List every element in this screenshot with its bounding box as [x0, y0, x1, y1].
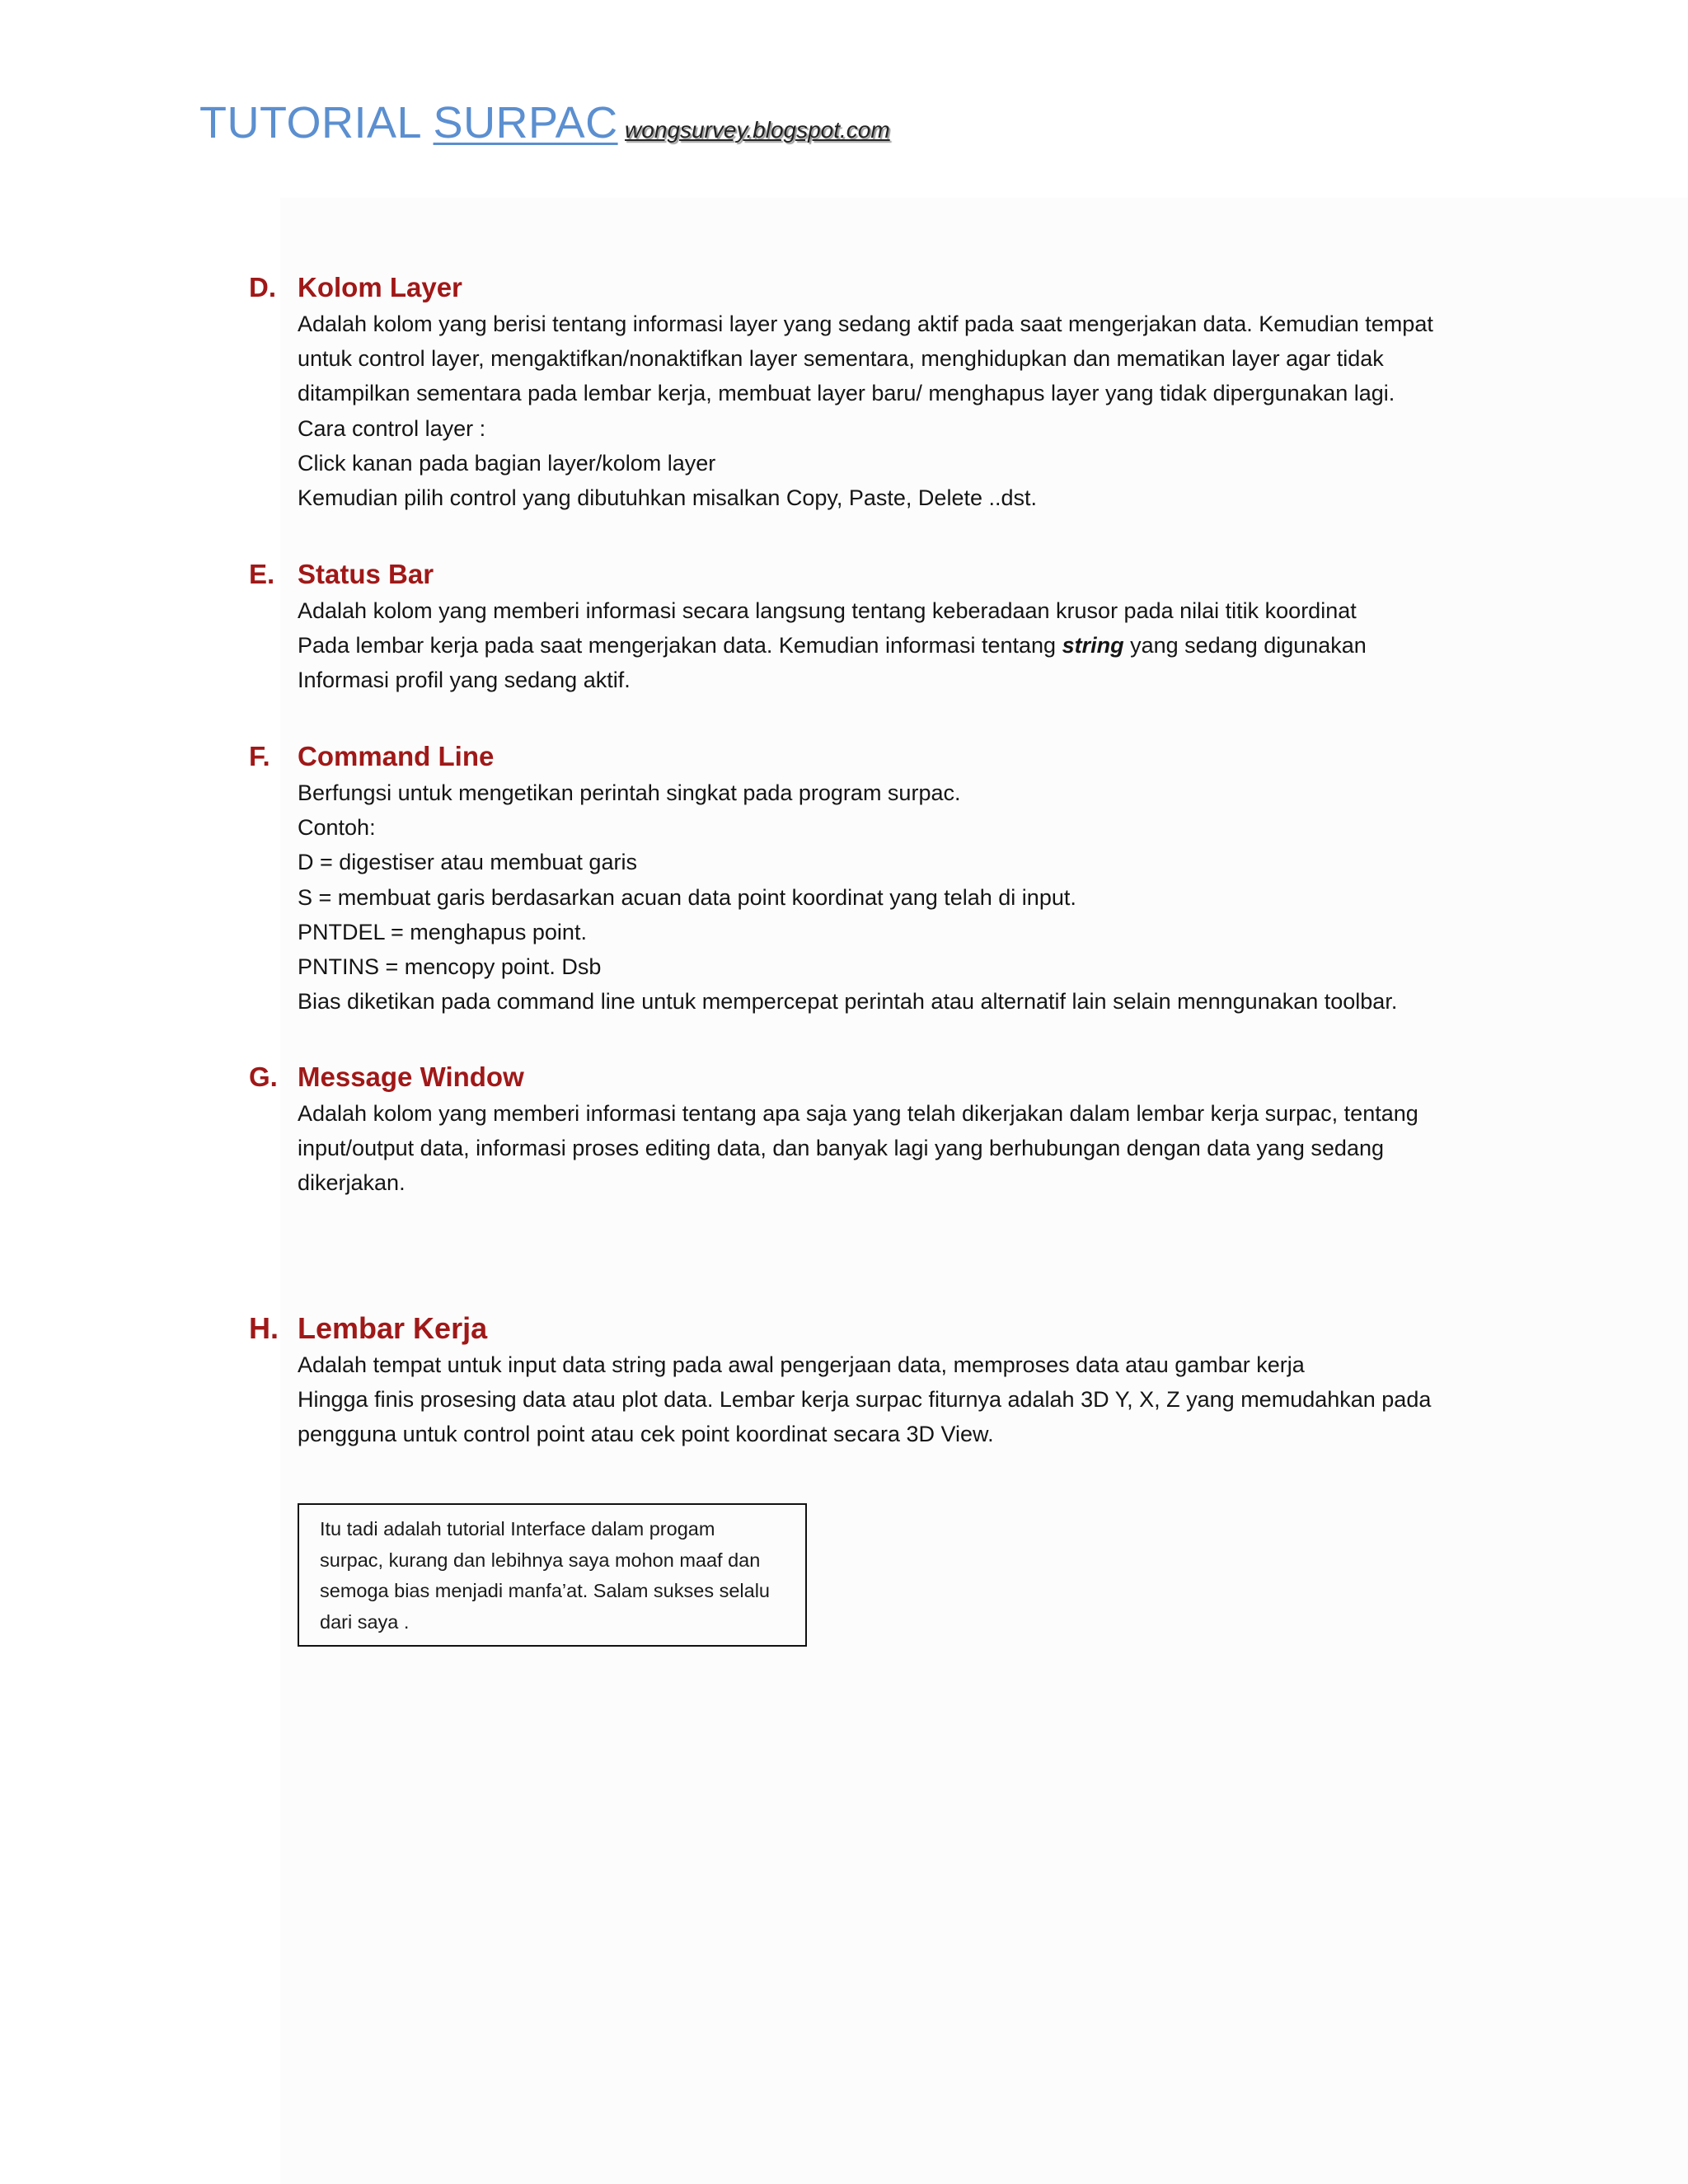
body-line: Informasi profil yang sedang aktif.: [298, 668, 631, 693]
note-line: Itu tadi adalah tutorial Interface dalam progam: [320, 1518, 715, 1540]
body-text: yang sedang digunakan: [1123, 633, 1367, 658]
document-header: [199, 98, 890, 148]
section-heading: [249, 1058, 1485, 1096]
header-title-tutorial: TUTORIAL: [199, 98, 434, 148]
body-line: PNTDEL = menghapus point.: [298, 919, 587, 944]
body-line: input/output data, informasi proses editing data, dan banyak lagi yang berhubungan dengan data yang sedang: [298, 1136, 1384, 1161]
section-body: [298, 1347, 1485, 1452]
emphasis-string: string: [1062, 633, 1124, 658]
section-heading: [249, 1310, 1485, 1347]
section-letter: G.: [249, 1062, 278, 1092]
body-line: untuk control layer, mengaktifkan/nonaktifkan layer sementara, menghidupkan dan mematikan layer agar tidak: [298, 346, 1384, 372]
section-letter: D.: [249, 272, 276, 302]
section-body: [298, 1096, 1485, 1201]
body-line: S = membuat garis berdasarkan acuan data point koordinat yang telah di input.: [298, 884, 1076, 910]
body-line: Hingga finis prosesing data atau plot data. Lembar kerja surpac fiturnya adalah 3D Y, X, Z yang memudahkan pada: [298, 1387, 1432, 1413]
body-line: pengguna untuk control point atau cek point koordinat secara 3D View.: [298, 1422, 994, 1447]
note-line: semoga bias menjadi manfa’at. Salam sukses selalu: [320, 1580, 770, 1601]
body-line: Berfungsi untuk mengetikan perintah singkat pada program surpac.: [298, 780, 961, 805]
body-line: Contoh:: [298, 815, 376, 841]
section-title: Kolom Layer: [298, 272, 462, 302]
section-body: [298, 307, 1485, 515]
body-line: Kemudian pilih control yang dibutuhkan misalkan Copy, Paste, Delete ..dst.: [298, 485, 1037, 511]
header-blog-url: wongsurvey.blogspot.com: [625, 117, 890, 143]
section-title: Command Line: [298, 741, 495, 771]
section-letter: H.: [249, 1311, 279, 1345]
section-message-window: [249, 1058, 1485, 1201]
closing-note-box: [298, 1503, 807, 1647]
section-body: [298, 593, 1485, 698]
body-line: Bias diketikan pada command line untuk mempercepat perintah atau alternatif lain selain menngunakan toolbar.: [298, 989, 1398, 1015]
body-line: Click kanan pada bagian layer/kolom layer: [298, 450, 716, 476]
section-heading: [249, 555, 1485, 593]
note-line: dari saya .: [320, 1610, 410, 1633]
body-line: [298, 628, 1485, 663]
body-line: Cara control layer :: [298, 415, 486, 441]
section-lembar-kerja: [249, 1310, 1485, 1452]
body-line: dikerjakan.: [298, 1170, 406, 1196]
body-line: ditampilkan sementara pada lembar kerja, membuat layer baru/ menghapus layer yang tidak dipergunakan lagi.: [298, 381, 1395, 406]
header-title-surpac: SURPAC: [433, 98, 618, 148]
section-letter: E.: [249, 559, 275, 589]
body-line: Adalah kolom yang memberi informasi tentang apa saja yang telah dikerjakan dalam lembar kerja surpac, tentang: [298, 1101, 1418, 1126]
section-status-bar: [249, 555, 1485, 698]
body-line: Adalah kolom yang memberi informasi secara langsung tentang keberadaan krusor pada nilai titik koordinat: [298, 598, 1357, 623]
note-line: surpac, kurang dan lebihnya saya mohon maaf dan: [320, 1549, 761, 1571]
body-line: Adalah kolom yang berisi tentang informasi layer yang sedang aktif pada saat mengerjakan data. Kemudian tempat: [298, 312, 1433, 336]
body-line: Adalah tempat untuk input data string pada awal pengerjaan data, memproses data atau gambar kerja: [298, 1352, 1305, 1377]
section-title: Lembar Kerja: [298, 1311, 488, 1345]
section-heading: [249, 269, 1485, 307]
section-title: Message Window: [298, 1062, 524, 1092]
body-line: PNTINS = mencopy point. Dsb: [298, 954, 602, 980]
section-command-line: [249, 738, 1485, 1019]
section-heading: [249, 738, 1485, 776]
section-title: Status Bar: [298, 559, 434, 589]
section-letter: F.: [249, 741, 270, 771]
section-kolom-layer: [249, 269, 1485, 515]
body-text: Pada lembar kerja pada saat mengerjakan data. Kemudian informasi tentang: [298, 633, 1062, 658]
body-line: D = digestiser atau membuat garis: [298, 850, 637, 875]
section-body: [298, 776, 1485, 1019]
